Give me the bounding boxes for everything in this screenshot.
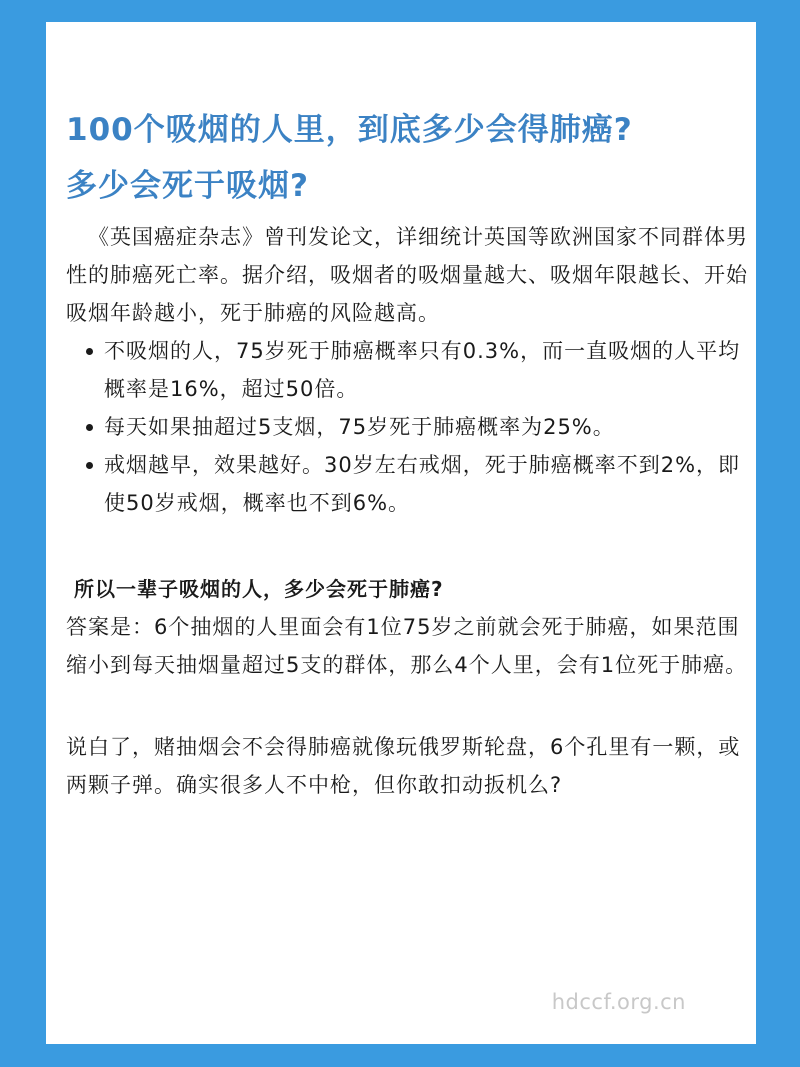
title-line-1: 100个吸烟的人里，到底多少会得肺癌?	[66, 112, 633, 148]
intro-paragraph: 《英国癌症杂志》曾刊发论文，详细统计英国等欧洲国家不同群体男性的肺癌死亡率。据介绍，吸烟者的吸烟量越大、吸烟年限越长、开始吸烟年龄越小，死于肺癌的风险越高。	[66, 225, 749, 325]
bullet-item	[66, 446, 751, 522]
subheading: 所以一辈子吸烟的人，多少会死于肺癌?	[74, 577, 444, 601]
title-line-2: 多少会死于吸烟?	[66, 168, 309, 204]
bullet-item	[66, 408, 751, 446]
bullet-list	[66, 332, 751, 522]
bullet-dot-icon	[86, 424, 93, 431]
bullet-dot-icon	[86, 462, 93, 469]
bullet-dot-icon	[86, 348, 93, 355]
article-title	[66, 102, 746, 214]
bullet-text: 不吸烟的人，75岁死于肺癌概率只有0.3%，而一直吸烟的人平均概率是16%，超过50倍。	[104, 339, 741, 401]
answer-paragraph: 答案是：6个抽烟的人里面会有1位75岁之前就会死于肺癌，如果范围缩小到每天抽烟量超过5支的群体，那么4个人里，会有1位死于肺癌。	[66, 615, 748, 677]
content-card	[46, 22, 756, 1044]
closing-paragraph: 说白了，赌抽烟会不会得肺癌就像玩俄罗斯轮盘，6个孔里有一颗，或两颗子弹。确实很多人不中枪，但你敢扣动扳机么?	[66, 735, 741, 797]
watermark-text: hdccf.org.cn	[551, 990, 686, 1014]
bullet-text: 每天如果抽超过5支烟，75岁死于肺癌概率为25%。	[104, 415, 615, 439]
bullet-text: 戒烟越早，效果越好。30岁左右戒烟，死于肺癌概率不到2%，即使50岁戒烟，概率也不到6%。	[104, 453, 741, 515]
article-body	[66, 218, 751, 804]
bullet-item	[66, 332, 751, 408]
